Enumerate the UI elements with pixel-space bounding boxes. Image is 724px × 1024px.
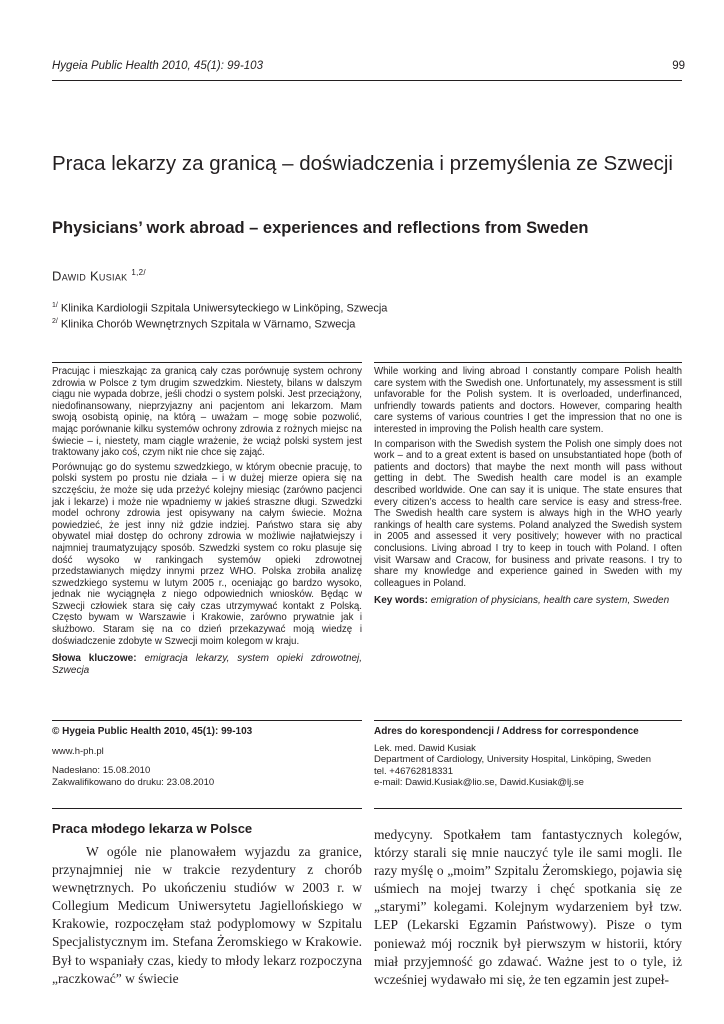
correspondence-email[interactable]: e-mail: Dawid.Kusiak@lio.se, Dawid.Kusiak@lj.se xyxy=(374,777,584,788)
abstract-polish-paragraph: Pracując i mieszkając za granicą cały czas porównuję system ochrony zdrowia w Polsce z tym drugim szwedzkim. Niestety, bilans w dalszym ciągu nie wypada dobrze, jeśli chodzi o system polski. Jest przeciążony, niedofinansowany, nieprzyjazny ani pacjentom ani lekarzom. Mam swoją osobistą opinię, na którą – uważam – mogę sobie pozwolić, mając porównanie kilku systemów ochrony zdrowia z rożnych miejsc na świecie – i, niestety, mam ciągle wrażenie, że wciąż polski system jest traktowany jako coś, czym nikt nie chce się zająć. xyxy=(52,366,362,459)
abstract-english-paragraph: While working and living abroad I constantly compare Polish health care system with the Swedish one. Unfortunately, my assessment is still unfavorable for the Polish system. It is overloaded, underfinanced, unfriendly towards patients and doctors. However, comparing health care systems of various countries I get the impression that no one is interested in improving the Polish health care system. xyxy=(374,366,682,435)
keywords-english-label: Key words xyxy=(374,595,425,607)
article-title: Praca lekarzy za granicą – doświadczenia i przemyślenia ze Szwecji xyxy=(52,152,673,175)
correspondence-line: Lek. med. Dawid Kusiak xyxy=(374,742,476,754)
correspondence xyxy=(374,726,682,789)
accepted-date: Zakwalifikowano do druku: 23.08.2010 xyxy=(52,776,215,788)
body-column-right xyxy=(374,826,682,989)
keywords-polish-label: Słowa kluczowe xyxy=(52,653,134,665)
keywords-polish: Słowa kluczowe: emigracja lekarzy, system opieki zdrowotnej, Szwecja xyxy=(52,653,363,677)
journal-header: Hygeia Public Health 2010, 45(1): 99-103 xyxy=(52,60,263,72)
affiliation-2-text: Klinika Chorób Wewnętrznych Szpitala w Värnamo, Szwecja xyxy=(60,318,356,331)
abstract-english xyxy=(374,366,682,607)
affiliation-1-text: Klinika Kardiologii Szpitala Uniwersyteckiego w Linköping, Szwecja xyxy=(60,302,388,315)
info-rule-left xyxy=(52,720,362,721)
correspondence-heading: Adres do korespondencji / Address for correspondence xyxy=(374,726,639,737)
info-bottom-rule-left xyxy=(52,808,362,809)
copyright: © Hygeia Public Health 2010, 45(1): 99-103 xyxy=(52,726,253,737)
body-paragraph: W ogóle nie planowałem wyjazdu za granice, przynajmniej nie w trakcie rezydentury z chorób wewnętrznych. Po ukończeniu studiów w 2003 r. w Collegium Medicum Uniwersytetu Jagiellońskiego w Krakowie, rozpoczęłam staż podyplomowy w Szpitalu Specjalistycznym im. Stefana Żeromskiego w Krakowie. Był to wspaniały czas, kiedy to młody lekarz rozpoczyna „raczkować” w świecie xyxy=(52,844,362,986)
info-bottom-rule-right xyxy=(374,808,682,809)
abstract-rule-left xyxy=(52,362,362,363)
abstract-polish xyxy=(52,366,362,677)
abstract-polish-paragraph: Porównując go do systemu szwedzkiego, w którym obecnie pracuję, to polski system po prostu nie działa – i w dużej mierze opiera się na szczęściu, że może się uda przeżyć kolejny miesiąc (zarówno pacjenci jak i lekarze) i może nie wpadniemy w jakieś straszne długi. Szwedzki model ochrony zdrowia jest opisywany na całym świecie. Można powiedzieć, że jest inny niż gdzie indziej. Państwo stara się aby obywatel miał dostęp do ochrony zdrowia w możliwie najłatwiejszy i najmniej traumatyzujący sposób. Szwedzki system co roku plasuje się dość wysoko w rankingach systemów opieki zdrowotnej przedstawianych między innymi przez WHO. Polska zrobiła analizę szwedzkiego systemu w lutym 2005 r., oceniając go bardzo wysoko, jednak nie wyciągnęła z niego odpowiednich wniosków. Będąc w Szwecji człowiek stara się cały czas utrzymywać kontakt z Polską. Często bywam w Warszawie i Krakowie, zarówno prywatnie jak i służbowo. Staram się na co dzień przekazywać moją wiedzę i doświadczenie zdobyte w Szwecji moim kolegom w kraju. xyxy=(52,461,362,647)
author-line xyxy=(52,268,146,283)
publication-info xyxy=(52,726,362,788)
page-number: 99 xyxy=(672,60,685,72)
body-column-left xyxy=(52,843,362,988)
author-affiliation-ref: 1,2/ xyxy=(131,268,146,277)
keywords-english: Key words: emigration of physicians, health care system, Sweden xyxy=(374,595,670,607)
affiliation-2-ref: 2/ xyxy=(52,318,58,325)
correspondence-line: tel. +46762818331 xyxy=(374,765,453,777)
correspondence-line: Department of Cardiology, University Hospital, Linköping, Sweden xyxy=(374,754,652,765)
received-date: Nadesłano: 15.08.2010 xyxy=(52,765,151,776)
body-paragraph: medycyny. Spotkałem tam fantastycznych kolegów, którzy starali się mnie nauczyć tyle ile sami mogli. Ile razy myślę o „moim” Szpitalu Żeromskiego, pojawia się uśmiech na mojej twarzy i chęć spotkania się ze „starymi” kolegami. Kolejnym wydarzeniem był tzw. LEP (Lekarski Egzamin Państwowy). Pisze o tym ponieważ mój rocznik był pierwszym w historii, który miał przyjemność go zdawać. Ważne jest to o tyle, iż wcześniej wydawało mi się, że ten egzamin jest zupeł- xyxy=(374,827,682,987)
affiliation-2 xyxy=(52,318,355,331)
keywords-polish-values: emigracja lekarzy, system opieki zdrowotnej, Szwecja xyxy=(52,653,363,677)
section-heading: Praca młodego lekarza w Polsce xyxy=(52,821,253,836)
header-rule xyxy=(52,80,682,81)
info-rule-right xyxy=(374,720,682,721)
keywords-english-values: emigration of physicians, health care system, Sweden xyxy=(430,595,670,607)
website-link[interactable]: www.h-ph.pl xyxy=(52,745,104,757)
affiliation-1-ref: 1/ xyxy=(52,302,58,309)
abstract-english-paragraph: In comparison with the Swedish system the Polish one simply does not work – and to a great extent is based on unsubstantiated hope (both of patients and doctors) that maybe the next month will pass without getting in debt. The Swedish health care model is an example described worldwide. One can say it is unique. The state ensures that every citizen’s access to health care service is easy and stress-free. The Swedish health care system is always high in the WHO yearly rankings of health care systems. Poland analyzed the Swedish system in 2005 and assessed it very positively; however with no practical conclusions. Living abroad I try to keep in touch with Poland. I often visit Warsaw and Cracow, for business and private reasons. I try to share my knowledge and experience gained in Sweden with my colleagues in Poland. xyxy=(374,438,682,589)
affiliation-1 xyxy=(52,302,387,315)
abstract-rule-right xyxy=(374,362,682,363)
author-name: Dawid Kusiak xyxy=(52,268,128,284)
article-subtitle: Physicians’ work abroad – experiences and reflections from Sweden xyxy=(52,219,589,237)
